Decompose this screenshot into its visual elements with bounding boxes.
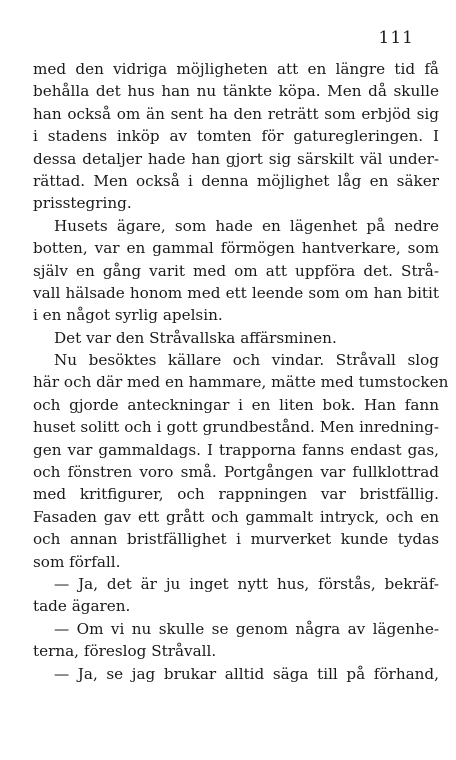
- text-line: och gjorde anteckningar i en liten bok. Han fann: [33, 395, 439, 414]
- text-line: Det var den Stråvallska affärsminen.: [54, 328, 337, 347]
- text-line: prisstegring.: [33, 194, 132, 213]
- text-line: huset solitt och i gott grundbestånd. Men inredning-: [33, 418, 439, 437]
- text-line: — Ja, se jag brukar alltid säga till på förhand,: [54, 664, 439, 683]
- text-line: i stadens inköp av tomten för gaturegleringen. I: [33, 127, 439, 146]
- body-text: [33, 58, 449, 685]
- text-line: dessa detaljer hade han gjort sig särskilt väl under-: [33, 149, 439, 168]
- text-line: och fönstren voro små. Portgången var fullklottrad: [33, 463, 439, 482]
- text-line: behålla det hus han nu tänkte köpa. Men då skulle: [33, 82, 439, 101]
- text-line: rättad. Men också i denna möjlighet låg en säker: [33, 171, 439, 190]
- text-line: Nu besöktes källare och vindar. Stråvall slog: [54, 351, 439, 370]
- text-line: vall hälsade honom med ett leende som om han bitit: [33, 283, 439, 302]
- page-number: 111: [378, 28, 414, 48]
- text-line: han också om än sent ha den reträtt som erbjöd sig: [33, 104, 439, 123]
- text-line: tade ägaren.: [33, 597, 131, 616]
- text-line: — Ja, det är ju inget nytt hus, förstås, bekräf-: [54, 574, 439, 593]
- text-line: själv en gång varit med om att uppföra det. Strå-: [33, 261, 439, 280]
- text-line: och annan bristfällighet i murverket kunde tydas: [33, 530, 439, 549]
- text-line: här och där med en hammare, mätte med tumstocken: [33, 373, 449, 392]
- text-line: terna, föreslog Stråvall.: [33, 642, 217, 661]
- text-line: gen var gammaldags. I trapporna fanns endast gas,: [33, 440, 439, 459]
- text-line: Fasaden gav ett grått och gammalt intryck, och en: [33, 507, 439, 526]
- text-line: med kritfigurer, och rappningen var bristfällig.: [33, 485, 439, 504]
- text-line: — Om vi nu skulle se genom några av lägenhe-: [54, 619, 439, 638]
- text-line: i en något syrlig apelsin.: [33, 306, 223, 325]
- text-line: som förfall.: [33, 552, 121, 571]
- text-line: botten, var en gammal förmögen hantverkare, som: [33, 239, 439, 258]
- text-line: med den vidriga möjligheten att en längre tid få: [33, 60, 439, 78]
- text-line: Husets ägare, som hade en lägenhet på nedre: [54, 216, 439, 235]
